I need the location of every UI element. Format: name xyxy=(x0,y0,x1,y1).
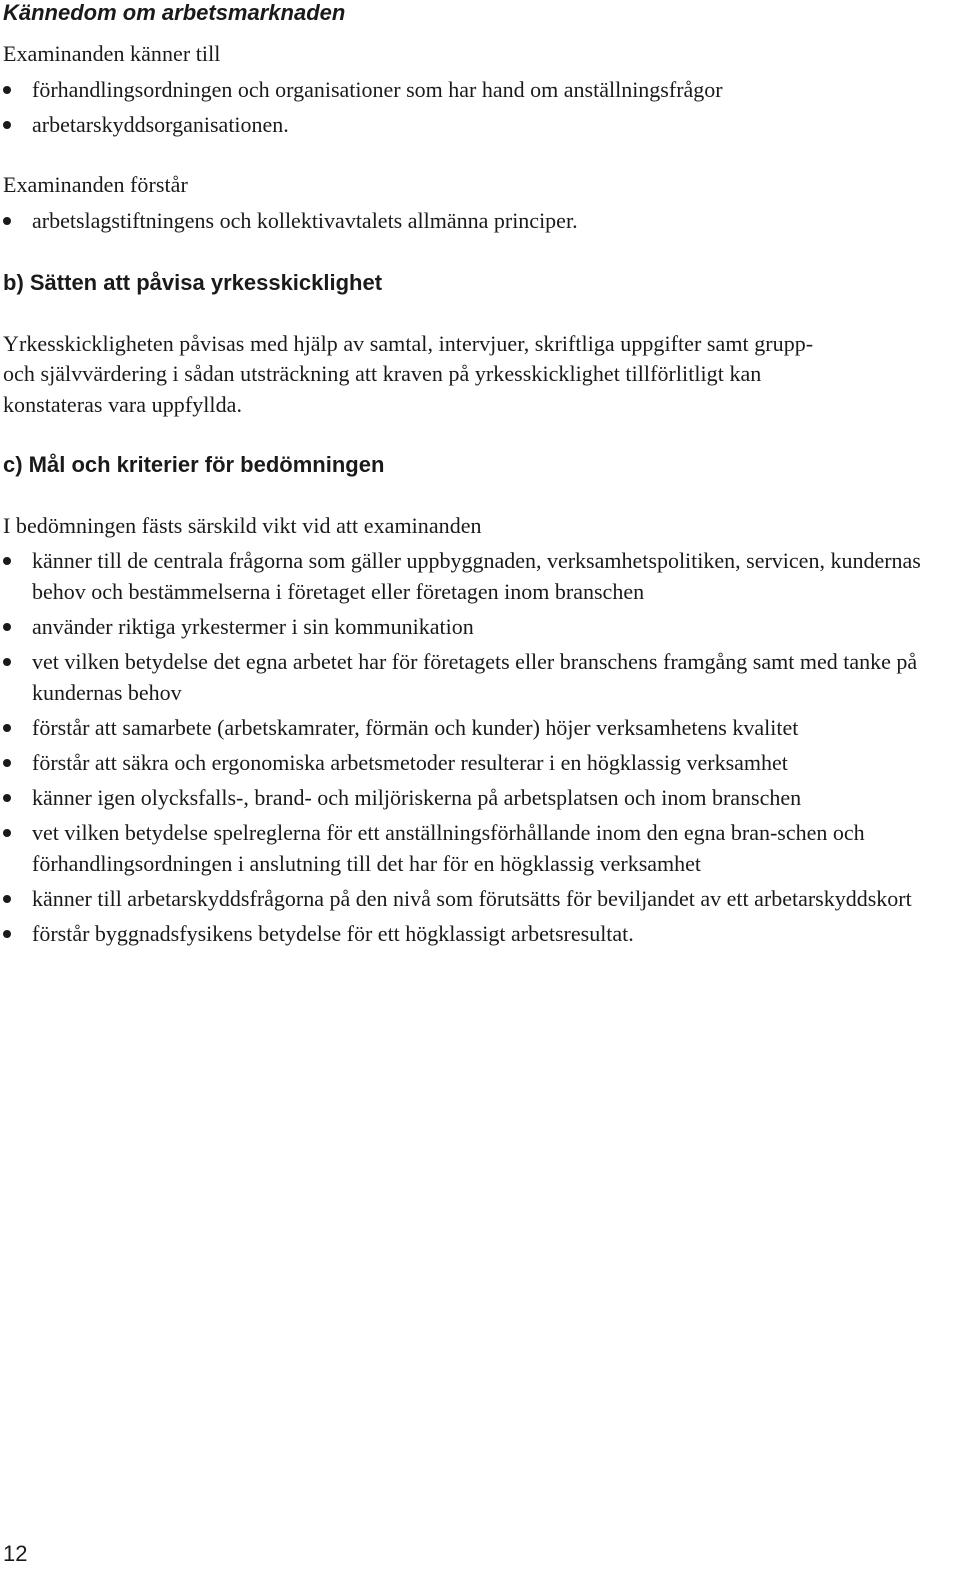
list-item: känner igen olycksfalls-, brand- och miljöriskerna på arbetsplatsen och inom branschen xyxy=(3,782,953,813)
list-item: förhandlingsordningen och organisationer som har hand om anställningsfrågor xyxy=(3,74,953,105)
bullet-icon xyxy=(3,895,11,903)
bullet-icon xyxy=(3,623,11,631)
intro-understands: Examinanden förstår xyxy=(3,172,188,197)
bullet-icon xyxy=(3,930,11,938)
section-heading-labor-market: Kännedom om arbetsmarknaden xyxy=(3,0,346,25)
bullet-list-criteria xyxy=(3,545,953,949)
section-heading-c: c) Mål och kriterier för bedömningen xyxy=(3,452,385,477)
list-item: förstår att säkra och ergonomiska arbetsmetoder resulterar i en högklassig verksamhet xyxy=(3,747,953,778)
list-item: känner till arbetarskyddsfrågorna på den nivå som förutsätts för beviljandet av ett arbetarskyddskort xyxy=(3,883,953,914)
list-item: arbetslagstiftningens och kollektivavtalets allmänna principer. xyxy=(3,205,953,236)
paragraph-line: konstateras vara uppfyllda. xyxy=(3,392,242,417)
list-item: förstår byggnadsfysikens betydelse för ett högklassigt arbetsresultat. xyxy=(3,918,953,949)
list-item: arbetarskyddsorganisationen. xyxy=(3,109,953,140)
section-heading-b: b) Sätten att påvisa yrkesskicklighet xyxy=(3,270,383,295)
bullet-icon xyxy=(3,217,11,225)
page-number: 12 xyxy=(3,1541,28,1566)
list-item: använder riktiga yrkestermer i sin kommunikation xyxy=(3,611,953,642)
list-item: vet vilken betydelse det egna arbetet har för företagets eller branschens framgång samt med tanke på kundernas behov xyxy=(3,646,953,708)
bullet-icon xyxy=(3,829,11,837)
bullet-icon xyxy=(3,121,11,129)
list-item: vet vilken betydelse spelreglerna för ett anställningsförhållande inom den egna bran-schen och förhandlingsordningen i anslutning till det har för en högklassig verksamhet xyxy=(3,817,953,879)
bullet-icon xyxy=(3,557,11,565)
paragraph-line: och självvärdering i sådan utsträckning att kraven på yrkesskicklighet tillförlitligt kan xyxy=(3,361,762,386)
intro-knows: Examinanden känner till xyxy=(3,41,221,66)
bullet-icon xyxy=(3,658,11,666)
list-item: förstår att samarbete (arbetskamrater, förmän och kunder) höjer verksamhetens kvalitet xyxy=(3,712,953,743)
paragraph-line: Yrkesskickligheten påvisas med hjälp av samtal, intervjuer, skriftliga uppgifter samt grupp- xyxy=(3,331,814,356)
bullet-list-understands xyxy=(3,205,953,236)
bullet-list-knows xyxy=(3,74,953,140)
bullet-icon xyxy=(3,759,11,767)
bullet-icon xyxy=(3,794,11,802)
bullet-icon xyxy=(3,724,11,732)
list-item: känner till de centrala frågorna som gäller uppbyggnaden, verksamhetspolitiken, servicen, kundernas behov och bestämmelserna i företaget eller företagen inom branschen xyxy=(3,545,953,607)
intro-assessment: I bedömningen fästs särskild vikt vid att examinanden xyxy=(3,513,482,538)
bullet-icon xyxy=(3,86,11,94)
